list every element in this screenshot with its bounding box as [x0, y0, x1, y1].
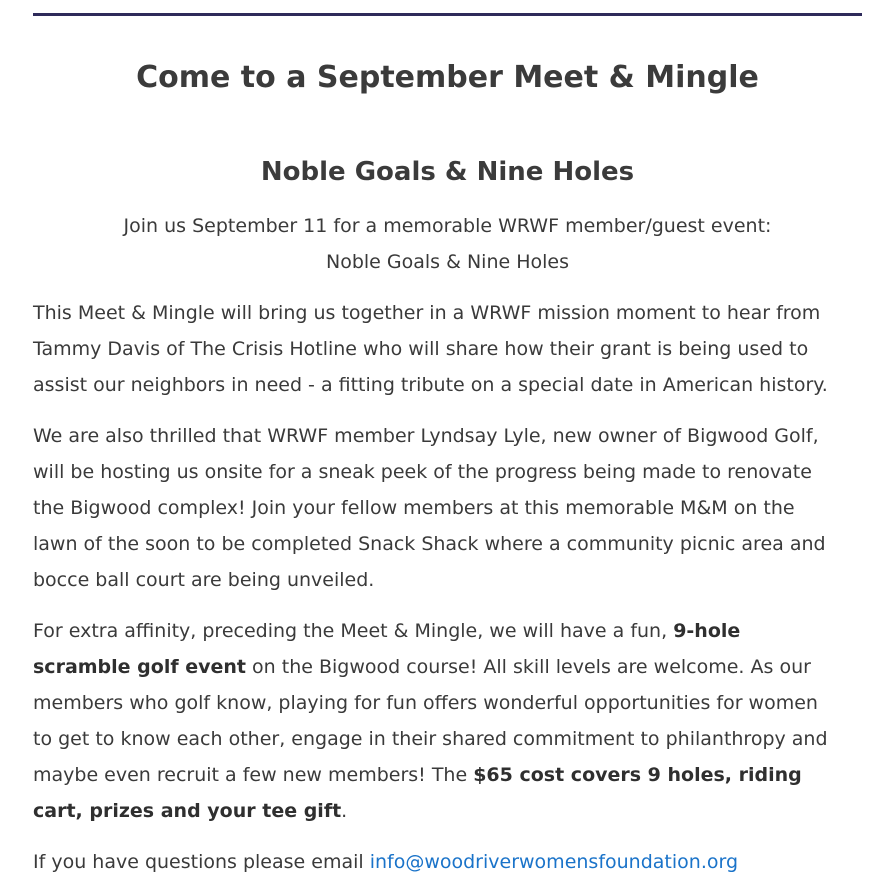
bold-text: 9-hole: [673, 620, 741, 642]
paragraph-contact: [33, 844, 862, 880]
paragraph-golf: [33, 613, 862, 829]
email-link[interactable]: info@woodriverwomensfoundation.org: [369, 851, 739, 873]
text-line: [33, 757, 862, 793]
text-line: to get to know each other, engage in their shared commitment to philanthropy and: [33, 728, 828, 750]
paragraph-venue: [33, 418, 862, 598]
text-span: For extra affinity, preceding the Meet & Mingle, we will have a fun,: [33, 620, 674, 642]
text-span: on the Bigwood course! All skill levels are welcome. As our: [246, 656, 811, 678]
text-line: will be hosting us onsite for a sneak peek of the progress being made to renovate: [33, 461, 812, 483]
text-line: This Meet & Mingle will bring us together in a WRWF mission moment to hear from: [33, 302, 821, 324]
text-line: Tammy Davis of The Crisis Hotline who will share how their grant is being used to: [33, 338, 809, 360]
intro-line: Noble Goals & Nine Holes: [325, 251, 569, 273]
text-line: lawn of the soon to be completed Snack Shack where a community picnic area and: [33, 533, 826, 555]
page-title: Come to a September Meet & Mingle: [136, 60, 759, 95]
event-title: Noble Goals & Nine Holes: [260, 157, 635, 187]
text-span: maybe even recruit a few new members! The: [33, 764, 474, 786]
contact-text: If you have questions please email: [33, 851, 370, 873]
bold-text: cart, prizes and your tee gift: [33, 800, 342, 822]
text-line: members who golf know, playing for fun offers wonderful opportunities for women: [33, 692, 818, 714]
text-span: .: [341, 800, 348, 822]
intro-text: [33, 208, 862, 280]
text-line: assist our neighbors in need - a fitting tribute on a special date in American history.: [33, 374, 828, 396]
text-line: [33, 793, 862, 829]
bold-text: $65 cost covers 9 holes, riding: [473, 764, 802, 786]
top-divider: [33, 13, 862, 16]
text-line: bocce ball court are being unveiled.: [33, 569, 375, 591]
text-line: the Bigwood complex! Join your fellow members at this memorable M&M on the: [33, 497, 795, 519]
paragraph-mission: [33, 295, 862, 403]
intro-line: Join us September 11 for a memorable WRWF member/guest event:: [123, 215, 772, 237]
text-line: [33, 613, 862, 649]
bold-text: scramble golf event: [33, 656, 246, 678]
text-line: [33, 649, 862, 685]
text-line: We are also thrilled that WRWF member Lyndsay Lyle, new owner of Bigwood Golf,: [33, 425, 819, 447]
